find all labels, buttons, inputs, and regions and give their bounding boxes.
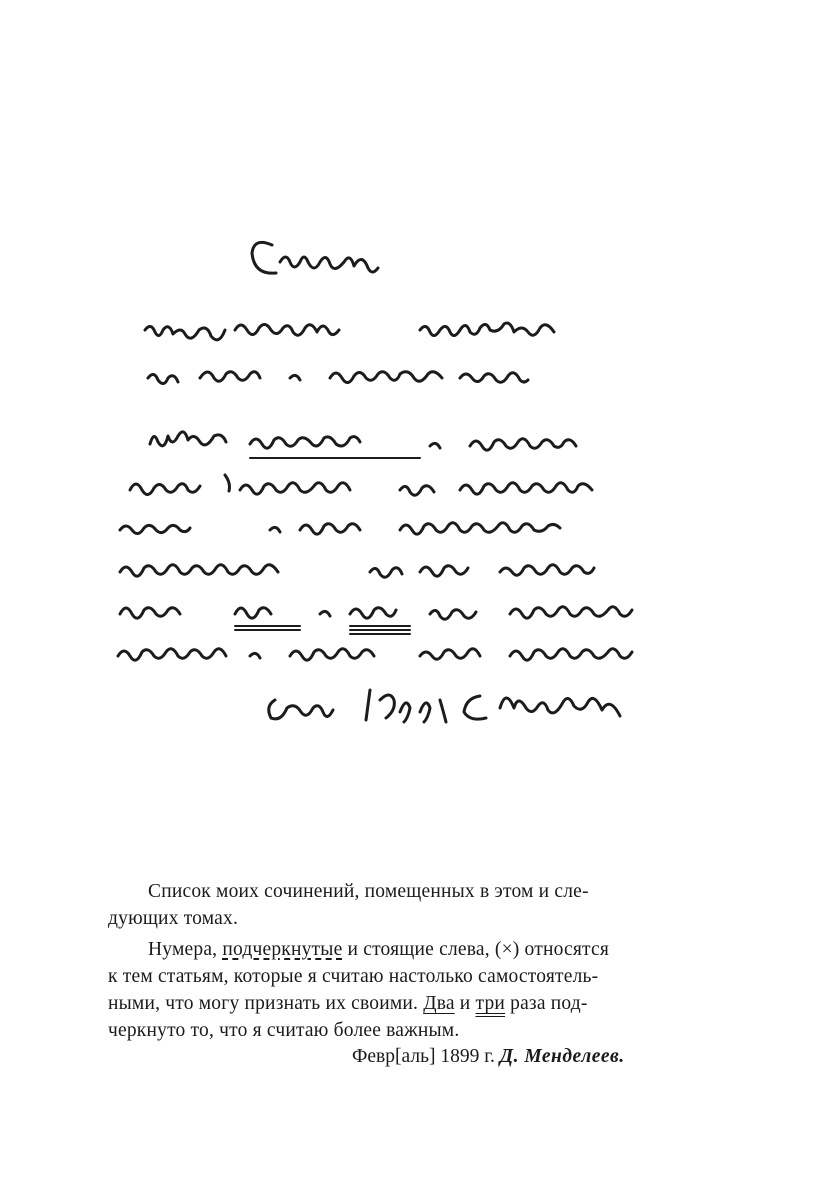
caption-word: и стоящие слева, (×) относятся — [347, 939, 610, 960]
caption-line — [148, 936, 696, 963]
caption-paragraph-1 — [108, 878, 696, 932]
caption-word: раза под- — [510, 993, 588, 1014]
caption-line — [108, 990, 696, 1017]
printed-caption — [108, 878, 696, 1044]
caption-word: и — [459, 993, 471, 1014]
caption-word-underlined: подчеркнутые — [222, 939, 343, 960]
caption-line: к тем статьям, которые я считаю настолько самостоятель- — [108, 966, 599, 987]
signature-date: Февр[аль] 1899 г. — [352, 1046, 495, 1067]
caption-word-triple-underlined: три — [475, 993, 506, 1014]
signature-name: Д. Менделеев. — [499, 1046, 625, 1067]
caption-word-double-underlined: Два — [423, 993, 455, 1014]
caption-line: Список моих сочинений, помещенных в этом и сле- — [148, 881, 589, 902]
signature-line — [352, 1046, 625, 1068]
caption-word: Нумера, — [148, 939, 218, 960]
caption-word: ными, что могу признать их своими. — [108, 993, 419, 1014]
caption-line: черкнуто то, что я считаю более важным. — [108, 1020, 460, 1041]
caption-paragraph-2 — [108, 936, 696, 1044]
caption-line: дующих томах. — [108, 908, 239, 929]
